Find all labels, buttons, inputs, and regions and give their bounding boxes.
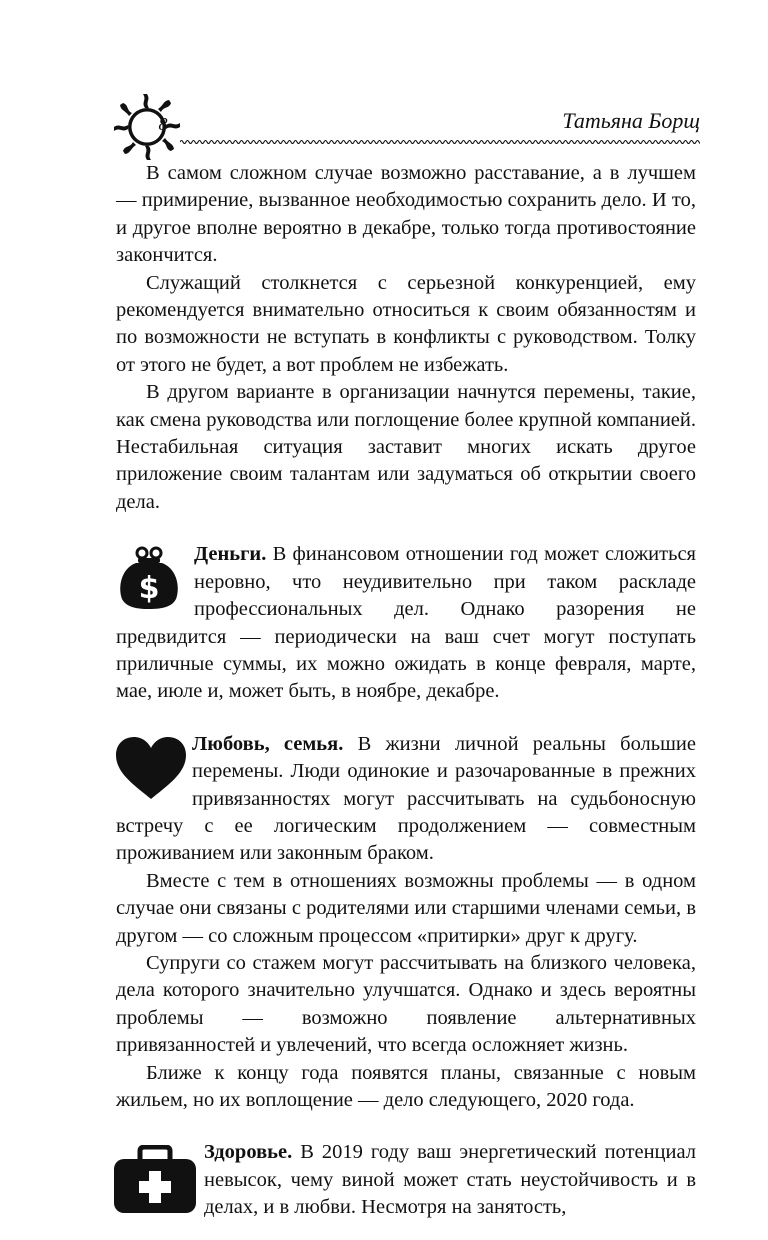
section-text: В жизни личной реальны большие перемены. Люди одинокие и разочарованные в прежних привязанностях могут рассчитывать на судьбоносную встречу с ее логическим продолжением — совместным проживанием или законным браком. <box>116 732 696 865</box>
paragraph: Вместе с тем в отношениях возможны проблемы — в одном случае они связаны с родителями или старшими членами семьи, в другом — со сложным процессом «притирки» друг к другу. <box>116 869 696 947</box>
paragraph: Ближе к концу года появятся планы, связанные с новым жильем, но их воплощение — дело следующего, 2020 года. <box>116 1061 696 1111</box>
first-aid-kit-icon <box>112 1145 198 1215</box>
paragraph: Служащий столкнется с серьезной конкуренцией, ему рекомендуется внимательно относиться к своим обязанностям и по возможности не вступать в конфликты с руководством. Толку от этого не будет, а вот проблем не избежать. <box>116 271 696 376</box>
page-header <box>112 92 700 162</box>
section-text: В финансовом отношении год может сложиться неровно, что неудивительно при таком раскладе профессиональных дел. Однако разорения не предвидится — периодически на ваш счет могут поступать приличные суммы, их можно ожидать в конце февраля, марте, мае, июле и, может быть, в ноябре, декабре. <box>116 543 696 703</box>
page-body <box>116 160 696 1222</box>
section-health <box>116 1139 696 1221</box>
running-head-author: Татьяна Борщ <box>562 108 700 133</box>
header-wavy-rule <box>180 138 700 146</box>
paragraph: В другом варианте в организации начнутся перемены, такие, как смена руководства или поглощение более крупной компанией. Нестабильная ситуация заставит многих искать другое приложение своим талантам или задуматься об открытии своего дела. <box>116 381 696 513</box>
love-paragraph <box>116 731 696 868</box>
section-money <box>116 541 696 705</box>
page-number: 8 <box>158 114 168 134</box>
svg-text:$: $ <box>138 571 160 607</box>
section-heading: Здоровье. <box>204 1141 293 1164</box>
health-paragraph <box>116 1139 696 1221</box>
heart-icon <box>114 735 188 801</box>
section-love <box>116 731 696 1115</box>
money-bag-icon <box>114 545 186 611</box>
section-text: В 2019 году ваш энергетический потенциал невысок, чему виной может стать неустойчивость и в делах, и в любви. Несмотря на занятость, <box>204 1141 696 1219</box>
section-heading: Деньги. <box>194 543 267 566</box>
paragraph: Супруги со стажем могут рассчитывать на близкого человека, дела которого значительно улучшатся. Однако и здесь вероятны проблемы — возможно появление альтернативных привязанностей и увлечений, что всегда осложняет жизнь. <box>116 951 696 1057</box>
money-paragraph <box>116 541 696 705</box>
section-heading: Любовь, семья. <box>192 732 344 755</box>
paragraph: В самом сложном случае возможно расставание, а в лучшем — примирение, вызванное необходимостью сохранить дело. И то, и другое вполне вероятно в декабре, только тогда противостояние закончится. <box>116 162 696 267</box>
